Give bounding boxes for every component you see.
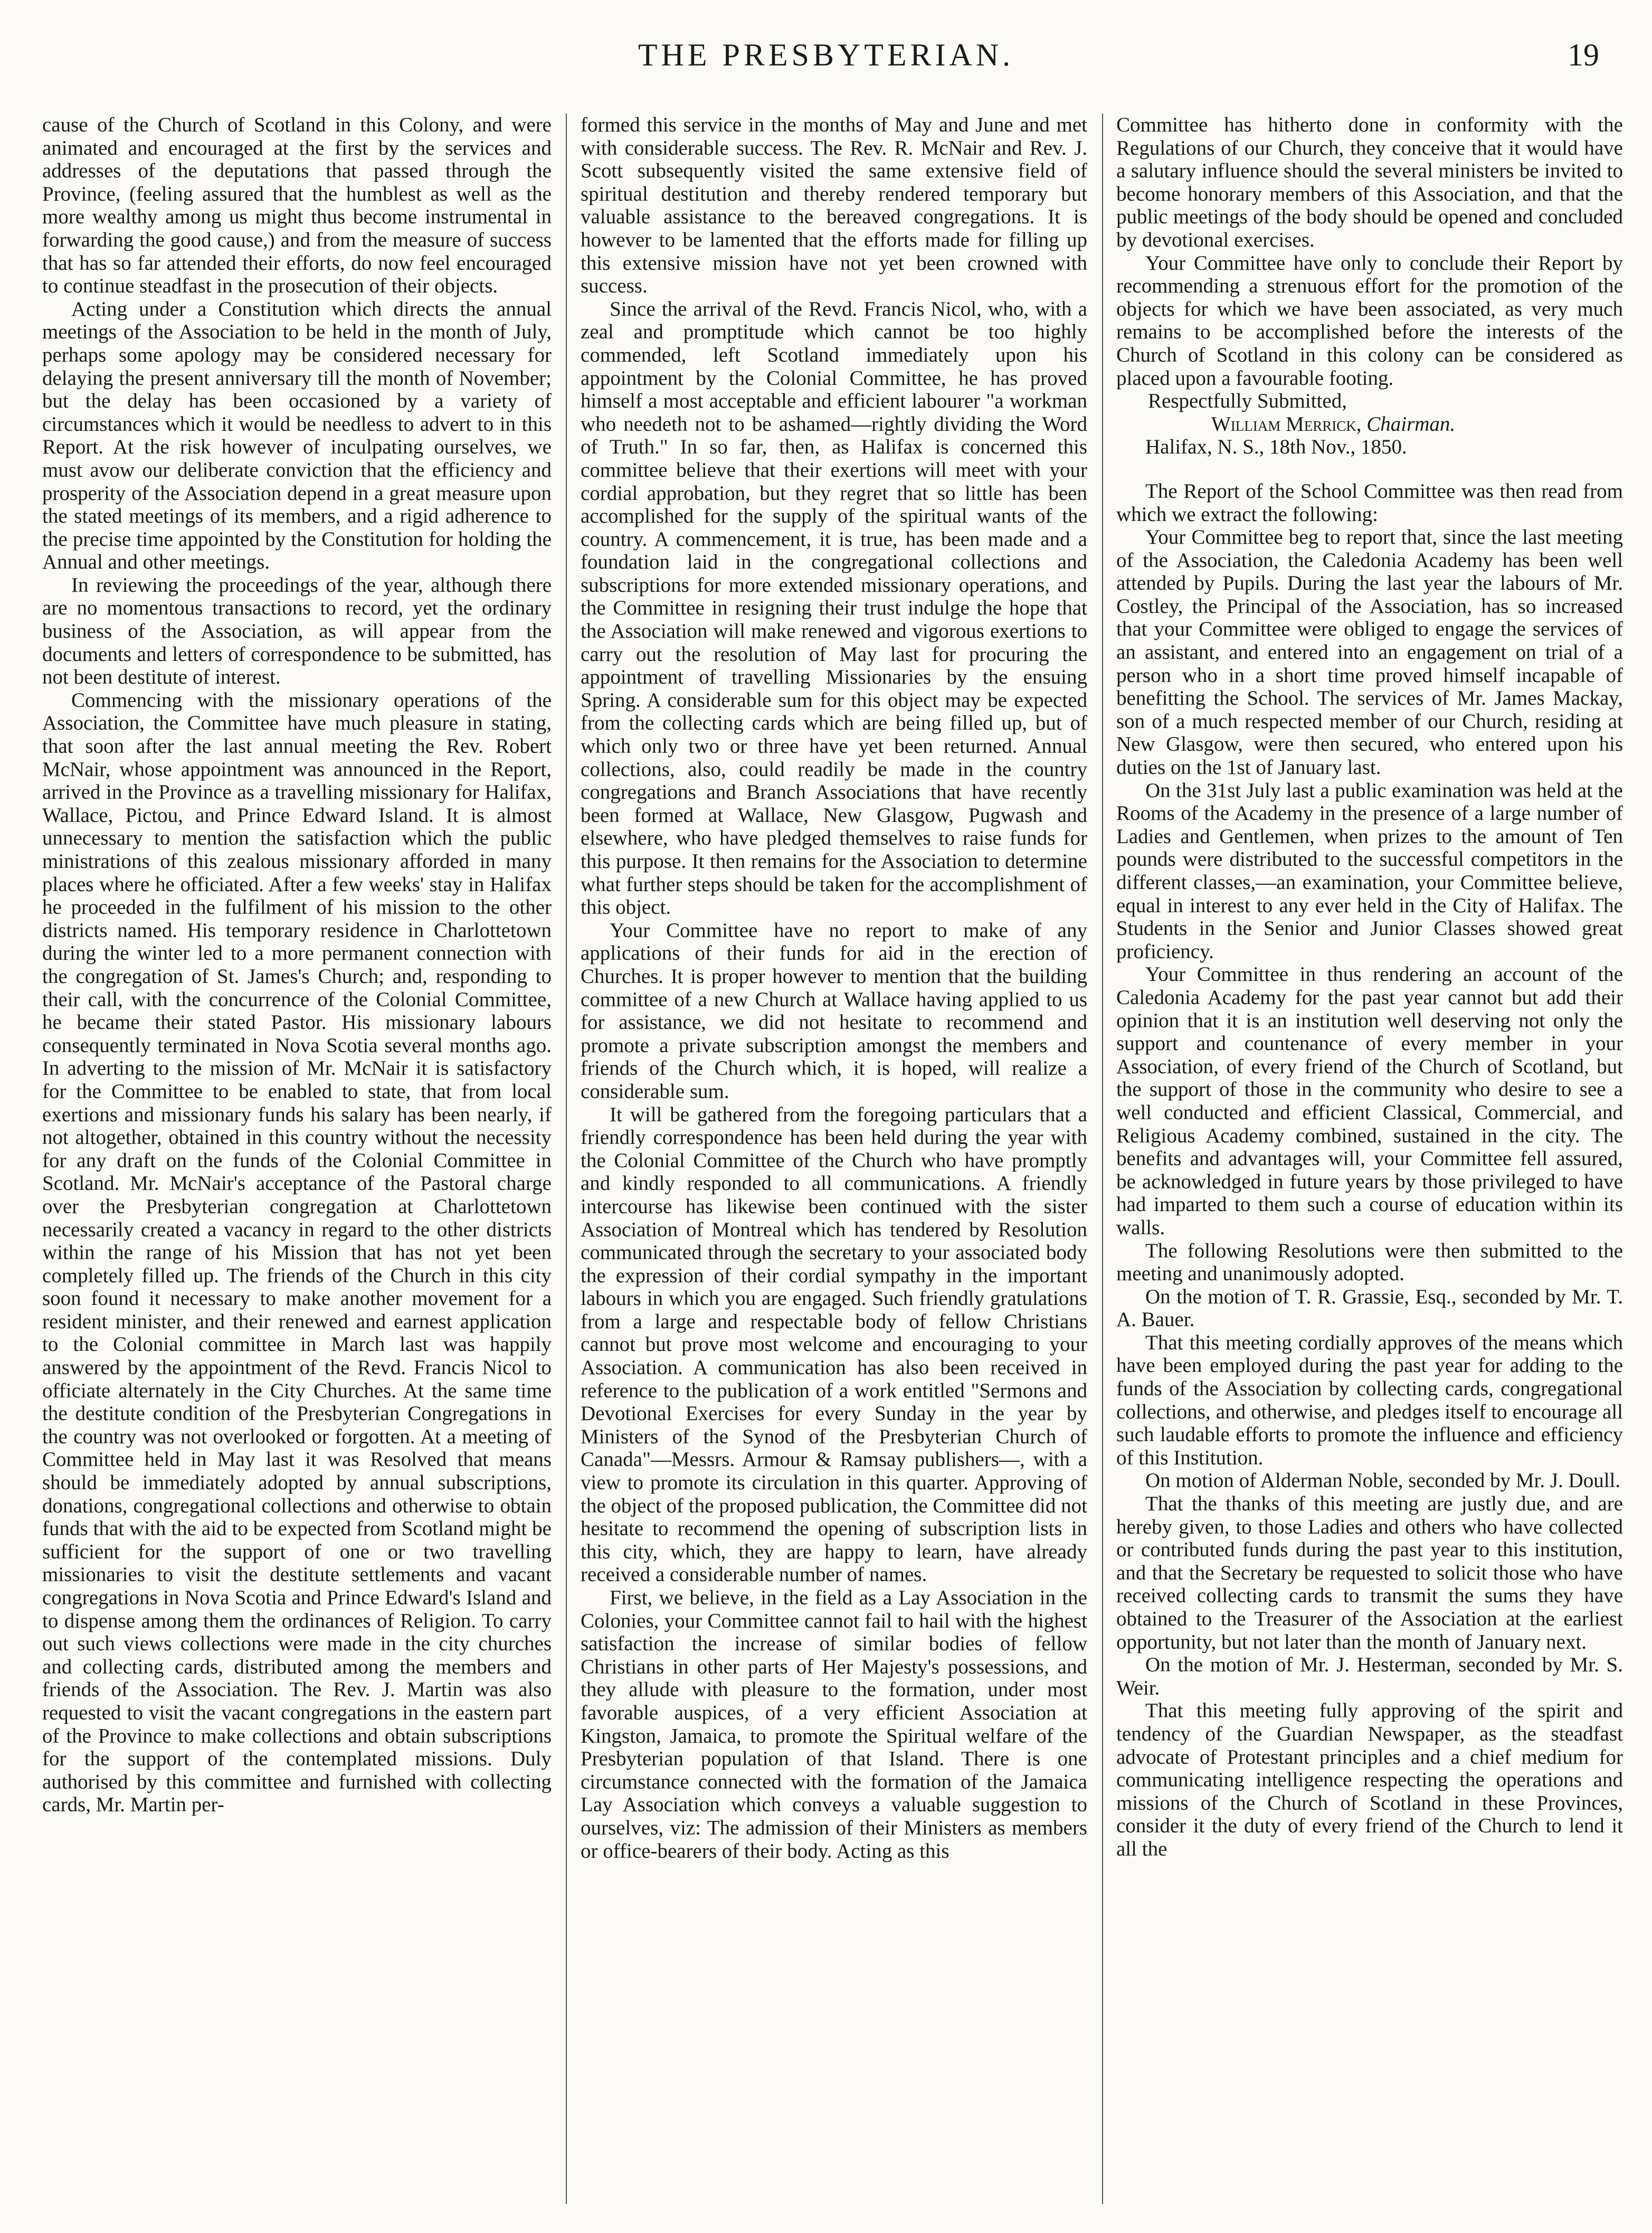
column-divider-2 xyxy=(1102,113,1103,2204)
paragraph: That the thanks of this meeting are justly due, and are hereby given, to those Ladies and others who have collected or contributed funds during the past year to this institution, and that the Secretary be requested to solicit those who have received collecting cards to transmit the sums they have obtained to the Treasurer of the Association at the earliest opportunity, but not later than the month of January next. xyxy=(1116,1492,1623,1653)
signer-role: Chairman. xyxy=(1366,412,1456,436)
paragraph: First, we believe, in the field as a Lay Association in the Colonies, your Committee cannot fail to hail with the highest satisfaction the increase of similar bodies of fellow Christians in other parts of Her Majesty's possessions, and they allude with pleasure to the formation, under most favorable auspices, of a very efficient Association at Kingston, Jamaica, to promote the Spiritual welfare of the Presbyterian population of that Island. There is one circumstance connected with the formation of the Jamaica Lay Association which conveys a valuable suggestion to ourselves, viz: The admission of their Ministers as members or office-bearers of their body. Acting as this xyxy=(581,1586,1087,1862)
paragraph: On the motion of Mr. J. Hesterman, seconded by Mr. S. Weir. xyxy=(1116,1653,1623,1699)
page-number: 19 xyxy=(1568,37,1599,72)
paragraph: Commencing with the missionary operations of the Association, the Committee have much pleasure in stating, that soon after the last annual meeting the Rev. Robert McNair, whose appointment was announced in the Report, arrived in the Province as a travelling missionary for Halifax, Wallace, Pictou, and Prince Edward Island. It is almost unnecessary to mention the satisfaction which the public ministrations of this zealous missionary afforded in many places where he officiated. After a few weeks' stay in Halifax he proceeded in the fulfilment of his mission to the other districts named. His temporary residence in Charlottetown during the winter led to a more permanent connection with the congregation of St. James's Church; and, responding to their call, with the concurrence of the Colonial Committee, he became their stated Pastor. His missionary labours consequently terminated in Nova Scotia several months ago. In adverting to the mission of Mr. McNair it is satisfactory for the Committee to be enabled to state, that from local exertions and missionary funds his salary has been nearly, if not altogether, obtained in this country without the necessity for any draft on the funds of the Colonial Committee in Scotland. Mr. McNair's acceptance of the Pastoral charge over the Presbyterian congregation at Charlottetown necessarily created a vacancy in regard to the other districts within the range of his Mission that has not yet been completely filled up. The friends of the Church in this city soon found it necessary to make another movement for a resident minister, and their renewed and earnest application to the Colonial committee in March last was happily answered by the appointment of the Revd. Francis Nicol to officiate alternately in the City Churches. At the same time the destitute condition of the Presbyterian Congregations in the country was not overlooked or forgotten. At a meeting of Committee held in May last it was Resolved that means should be immediately adopted by annual subscriptions, donations, congregational collections and otherwise to obtain funds that with the aid to be expected from Scotland might be sufficient for the support of one or two travelling missionaries to visit the destitute settlements and vacant congregations in Nova Scotia and Prince Edward's Island and to dispense among them the ordinances of Religion. To carry out such views collections were made in the city churches and collecting cards, distributed among the members and friends of the Association. The Rev. J. Martin was also requested to visit the vacant congregations in the eastern part of the Province to make collections and obtain subscriptions for the support of the contemplated missions. Duly authorised by this committee and furnished with collecting cards, Mr. Martin per- xyxy=(42,688,552,1816)
paragraph: In reviewing the proceedings of the year, although there are no momentous transactions to record, yet the ordinary business of the Association, as will appear from the documents and letters of correspondence to be submitted, has not been destitute of interest. xyxy=(42,573,552,689)
paragraph: Your Committee have no report to make of any applications of their funds for aid in the erection of Churches. It is proper however to mention that the building committee of a new Church at Wallace having applied to us for assistance, we did not hesitate to recommend and promote a private subscription amongst the members and friends of the Church which, it is hoped, will realize a considerable sum. xyxy=(581,919,1087,1103)
paragraph: That this meeting fully approving of the spirit and tendency of the Guardian Newspaper, as the steadfast advocate of Protestant principles and a chief medium for communicating intelligence respecting the operations and missions of the Church of Scotland in these Provinces, consider it the duty of every friend of the Church to lend it all the xyxy=(1116,1699,1623,1860)
paragraph: Committee has hitherto done in conformity with the Regulations of our Church, they conceive that it would have a salutary influence should the several ministers be invited to become honorary members of this Association, and that the public meetings of the body should be opened and concluded by devotional exercises. xyxy=(1116,113,1623,251)
paragraph: That this meeting cordially approves of the means which have been employed during the past year for adding to the funds of the Association by collecting cards, congregational collections, and otherwise, and pledges itself to encourage all such laudable efforts to promote the influence and efficiency of this Institution. xyxy=(1116,1331,1623,1469)
signoff-signature xyxy=(1116,413,1623,436)
paragraph: On the motion of T. R. Grassie, Esq., seconded by Mr. T. A. Bauer. xyxy=(1116,1285,1623,1331)
paragraph: The Report of the School Committee was then read from which we extract the following: xyxy=(1116,479,1623,526)
paragraph: It will be gathered from the foregoing particulars that a friendly correspondence has been held during the year with the Colonial Committee of the Church who have promptly and kindly responded to all communications. A friendly intercourse has likewise been continued with the sister Association of Montreal which has tendered by Resolution communicated through the secretary to your associated body the expression of their cordial sympathy in the important labours in which you are engaged. Such friendly gratulations from a large and respectable body of fellow Christians cannot but prove most welcome and encouraging to your Association. A communication has also been received in reference to the publication of a work entitled "Sermons and Devotional Exercises for every Sunday in the year by Ministers of the Synod of the Presbyterian Church of Canada"—Messrs. Armour & Ramsay publishers—, with a view to promote its circulation in this quarter. Approving of the object of the proposed publication, the Committee did not hesitate to recommend the opening of subscription lists in this city, which, they are happy to learn, have already received a considerable number of names. xyxy=(581,1103,1087,1586)
paragraph: Your Committee beg to report that, since the last meeting of the Association, the Caledonia Academy has been well attended by Pupils. During the last year the labours of Mr. Costley, the Principal of the Association, has so increased that your Committee were obliged to engage the services of an assistant, and entered into an engagement on trial of a person who in a short time proved himself incapable of benefitting the School. The services of Mr. James Mackay, son of a much respected member of our Church, residing at New Glasgow, were then secured, who entered upon his duties on the 1st of January last. xyxy=(1116,526,1623,779)
text-column-1 xyxy=(42,113,552,2204)
signoff-dateline: Halifax, N. S., 18th Nov., 1850. xyxy=(1145,436,1407,459)
paragraph: Your Committee in thus rendering an account of the Caledonia Academy for the past year cannot but add their opinion that it is an institution well deserving not only the support and countenance of every member in your Association, of every friend of the Church of Scotland, but the support of those in the community who desire to see a well conducted and efficient Classical, Commercial, and Religious Academy combined, sustained in the city. The benefits and advantages will, your Committee fell assured, be acknowledged in future years by those privileged to have had imparted to them such a course of education within its walls. xyxy=(1116,963,1623,1239)
masthead-title: THE PRESBYTERIAN. xyxy=(638,37,1014,72)
paragraph: On the 31st July last a public examination was held at the Rooms of the Academy in the presence of a large number of Ladies and Gentlemen, when prizes to the amount of Ten pounds were distributed to the successful competitors in the different classes,—an examination, your Committee believe, equal in interest to any ever held in the City of Halifax. The Students in the Senior and Junior Classes showed great proficiency. xyxy=(1116,779,1623,963)
paragraph: Your Committee have only to conclude their Report by recommending a strenuous effort for the promotion of the objects for which we have been associated, as very much remains to be accomplished before the interests of the Church of Scotland in this colony can be considered as placed upon a favourable footing. xyxy=(1116,251,1623,390)
paragraph: The following Resolutions were then submitted to the meeting and unanimously adopted. xyxy=(1116,1239,1623,1285)
paragraph: cause of the Church of Scotland in this Colony, and were animated and encouraged at the first by the services and addresses of the deputations that passed through the Province, (feeling assured that the humblest as well as the more wealthy among us might thus become instrumental in forwarding the good cause,) and from the measure of success that has so far attended their efforts, do now feel encouraged to continue steadfast in the prosecution of their objects. xyxy=(42,113,552,298)
paragraph: formed this service in the months of May and June and met with considerable success. The Rev. R. McNair and Rev. J. Scott subsequently visited the same extensive field of spiritual destitution and thereby rendered temporary but valuable assistance to the bereaved congregations. It is however to be lamented that the efforts made for filling up this extensive mission have not yet been crowned with success. xyxy=(581,113,1087,298)
signer-name: William Merrick, xyxy=(1211,412,1362,436)
text-column-2 xyxy=(581,113,1087,2204)
paragraph: On motion of Alderman Noble, seconded by Mr. J. Doull. xyxy=(1145,1469,1621,1492)
paragraph: Acting under a Constitution which directs the annual meetings of the Association to be held in the month of July, perhaps some apology may be considered necessary for delaying the present anniversary till the month of November; but the delay has been occasioned by a variety of circumstances which it would be needless to advert to in this Report. At the risk however of inculpating ourselves, we must avow our deliberate conviction that the efficiency and prosperity of the Association depend in a great measure upon the stated meetings of its members, and a rigid adherence to the precise time appointed by the Constitution for holding the Annual and other meetings. xyxy=(42,297,552,574)
signoff-respectfully: Respectfully Submitted, xyxy=(1148,390,1347,413)
paragraph: Since the arrival of the Revd. Francis Nicol, who, with a zeal and promptitude which cannot be too highly commended, left Scotland immediately upon his appointment by the Colonial Committee, he has proved himself a most acceptable and efficient labourer "a workman who needeth not to be ashamed—rightly dividing the Word of Truth." In so far, then, as Halifax is concerned this committee believe that their exertions will meet with your cordial approbation, but they regret that so little has been accomplished for the supply of the spiritual wants of the country. A commencement, it is true, has been made and a foundation laid in the congregational collections and subscriptions for more extended missionary operations, and the Committee in resigning their trust indulge the hope that the Association will make renewed and vigorous exertions to carry out the resolution of May last for procuring the appointment of travelling Missionaries by the ensuing Spring. A considerable sum for this object may be expected from the collecting cards which are being filled up, but of which only two or three have yet been returned. Annual collections, also, could readily be made in the country congregations and Branch Associations that have recently been formed at Wallace, New Glasgow, Pugwash and elsewhere, who have pledged themselves to raise funds for this purpose. It then remains for the Association to determine what further steps should be taken for the accomplishment of this object. xyxy=(581,297,1087,919)
text-column-3 xyxy=(1116,113,1623,2204)
column-divider-1 xyxy=(566,113,567,2204)
page-header xyxy=(32,32,1620,95)
